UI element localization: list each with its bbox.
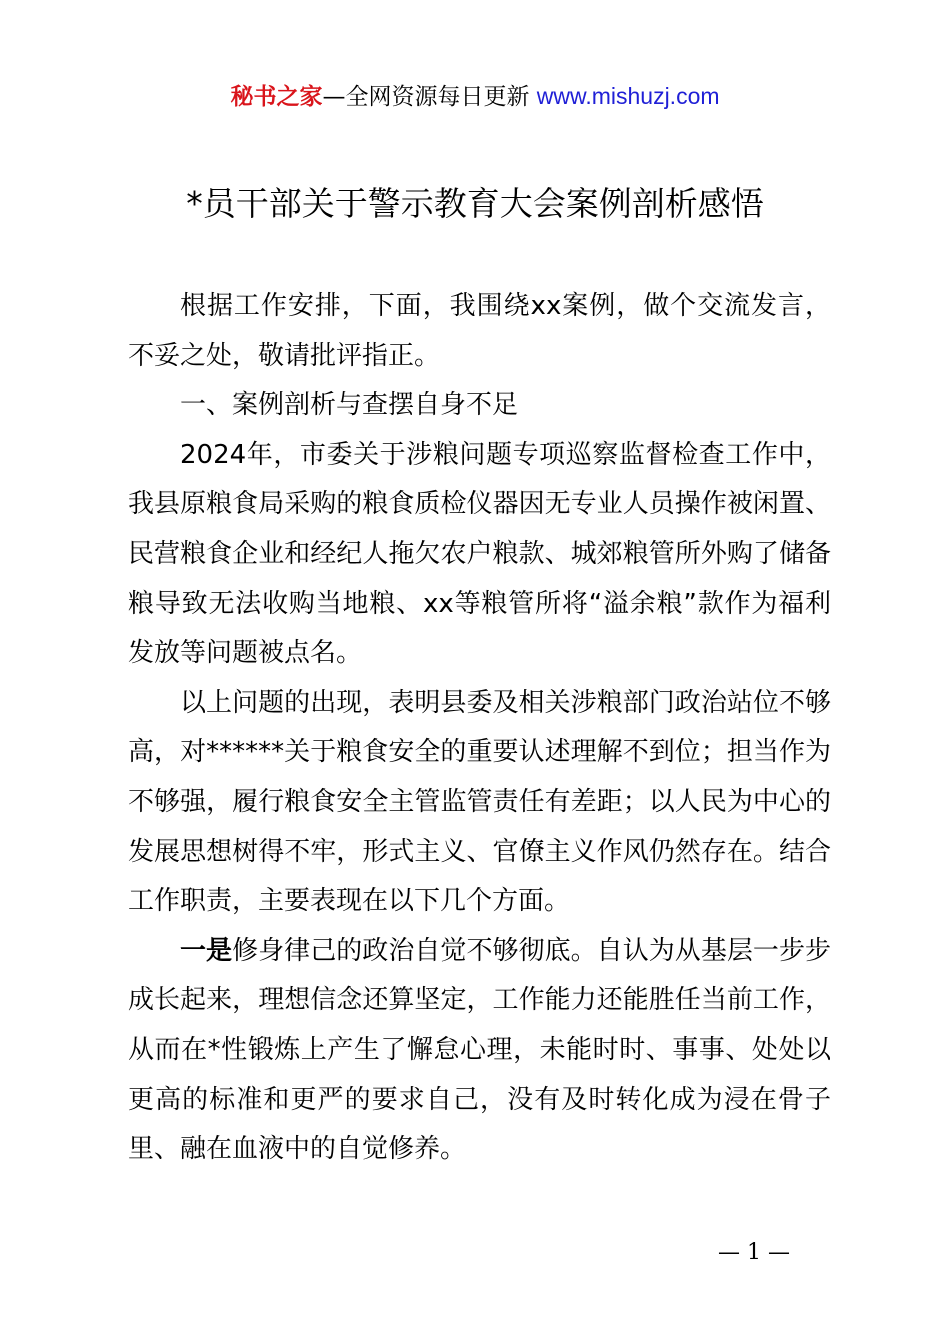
paragraph-text: 根据工作安排，下面，我围绕xx案例，做个交流发言，不妥之处，敬请批评指正。 [128, 291, 831, 371]
banner-brand: 秘书之家 [230, 84, 323, 110]
document-title: *员干部关于警示教育大会案例剖析感悟 [186, 184, 764, 223]
page-number: — 1 — [718, 1240, 790, 1265]
paragraph-text: 以上问题的出现，表明县委及相关涉粮部门政治站位不够高，对******关于粮食安全的重要认述理解不到位；担当作为不够强，履行粮食安全主管监管责任有差距；以人民为中心的发展思想树得不牢，形式主义、官僚主义作风仍然存在。结合工作职责，主要表现在以下几个方面。 [128, 687, 831, 917]
banner-url-link[interactable]: www.mishuzj.com [536, 83, 720, 109]
section-heading [128, 381, 831, 431]
paragraph-text: 一、案例剖析与查摆自身不足 [180, 390, 519, 421]
site-banner [0, 80, 950, 113]
paragraph-lead-bold: 一是 [180, 935, 233, 966]
paragraph-text: 2024年，市委关于涉粮问题专项巡察监督检查工作中，我县原粮食局采购的粮食质检仪器因无专业人员操作被闲置、民营粮食企业和经纪人拖欠农户粮款、城郊粮管所外购了储备粮导致无法收购当地粮、xx等粮管所将“溢余粮”款作为福利发放等问题被点名。 [128, 439, 831, 669]
paragraph-case [128, 431, 831, 679]
paragraph-point-one [128, 927, 831, 1175]
banner-slogan: —全网资源每日更新 [322, 84, 530, 110]
document-body [128, 282, 831, 1175]
paragraph-text: 修身律己的政治自觉不够彻底。自认为从基层一步步成长起来，理想信念还算坚定，工作能力还能胜任当前工作，从而在*性锻炼上产生了懈怠心理，未能时时、事事、处处以更高的标准和更严的要求自己，没有及时转化成为浸在骨子里、融在血液中的自觉修养。 [128, 935, 831, 1165]
paragraph-analysis [128, 679, 831, 927]
paragraph-intro [128, 282, 831, 381]
